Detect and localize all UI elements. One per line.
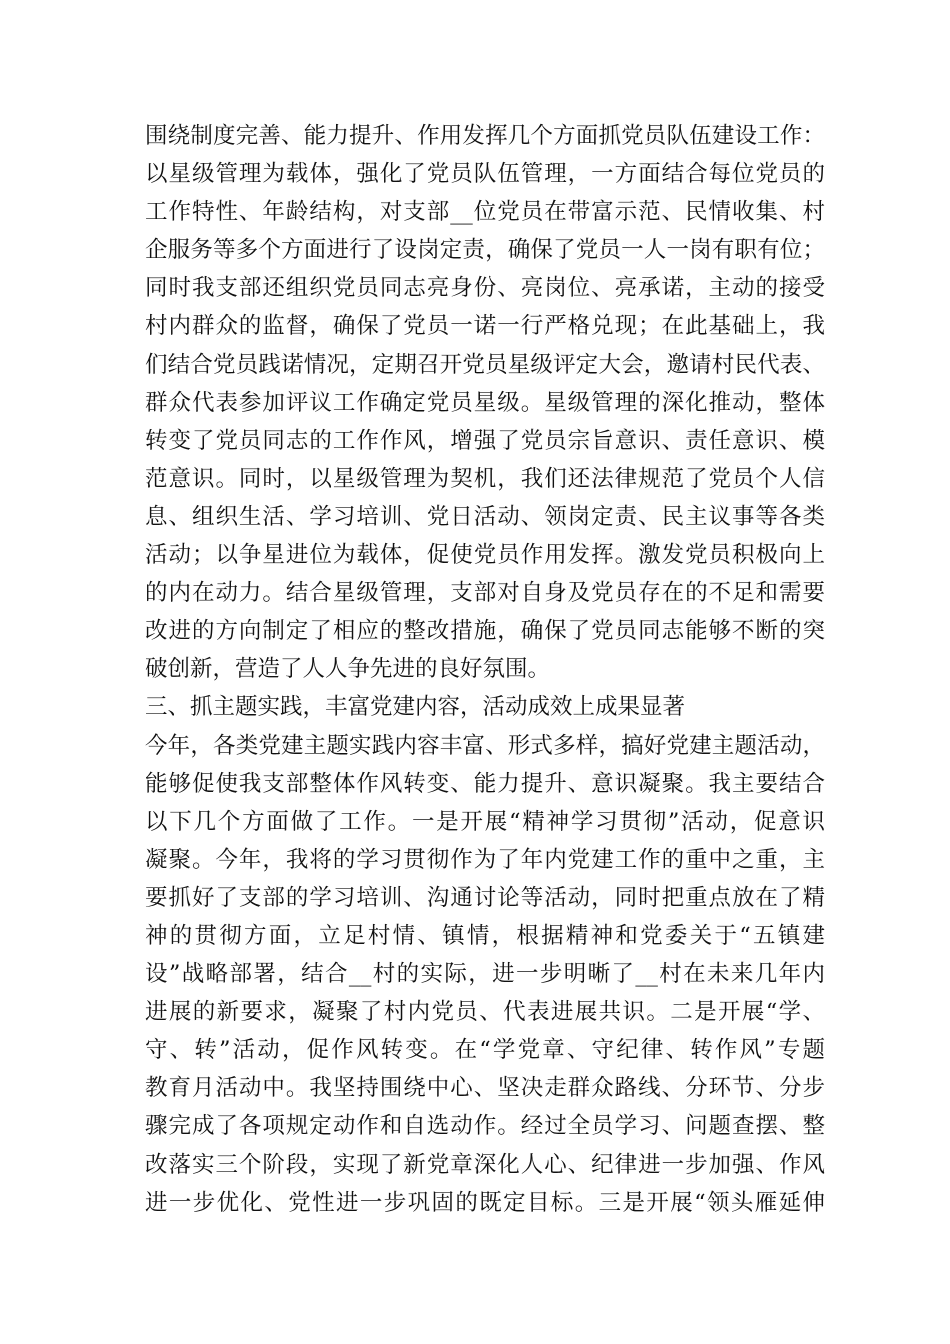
paragraph-star-management — [145, 117, 825, 688]
text-line: 改落实三个阶段，实现了新党章深化人心、纪律进一步加强、作风 — [145, 1151, 825, 1178]
text-line: 群众代表参加评议工作确定党员星级。星级管理的深化推动，整体 — [145, 389, 825, 416]
text-line: 围绕制度完善、能力提升、作用发挥几个方面抓党员队伍建设工作： — [145, 123, 825, 149]
text-line: 设”战略部署，结合__村的实际，进一步明晰了__村在未来几年内 — [145, 961, 825, 988]
text-line: 活动；以争星进位为载体，促使党员作用发挥。激发党员积极向上 — [145, 542, 825, 569]
text-line: 工作特性、年龄结构，对支部__位党员在带富示范、民情收集、村 — [145, 199, 825, 226]
text-line: 以下几个方面做了工作。一是开展“精神学习贯彻”活动，促意识 — [145, 808, 825, 835]
text-line: 进展的新要求，凝聚了村内党员、代表进展共识。二是开展“学、 — [145, 999, 825, 1026]
text-line: 神的贯彻方面，立足村情、镇情，根据精神和党委关于“五镇建 — [145, 922, 825, 949]
text-line: 以星级管理为载体，强化了党员队伍管理，一方面结合每位党员的 — [145, 161, 825, 188]
document-body — [145, 117, 825, 1222]
text-line: 进一步优化、党性进一步巩固的既定目标。三是开展“领头雁延伸 — [145, 1189, 825, 1216]
text-line: 的内在动力。结合星级管理，支部对自身及党员存在的不足和需要 — [145, 580, 825, 607]
section-heading-three: 三、抓主题实践，丰富党建内容，活动成效上成果显著 — [145, 694, 686, 721]
text-line: 要抓好了支部的学习培训、沟通讨论等活动，同时把重点放在了精 — [145, 884, 825, 911]
text-line: 转变了党员同志的工作作风，增强了党员宗旨意识、责任意识、模 — [145, 427, 825, 454]
text-line: 范意识。同时，以星级管理为契机，我们还法律规范了党员个人信 — [145, 465, 825, 492]
text-line: 们结合党员践诺情况，定期召开党员星级评定大会，邀请村民代表、 — [145, 351, 825, 378]
text-line: 凝聚。今年，我将的学习贯彻作为了年内党建工作的重中之重，主 — [145, 846, 825, 873]
text-line: 息、组织生活、学习培训、党日活动、领岗定责、民主议事等各类 — [145, 503, 825, 530]
text-line: 同时我支部还组织党员同志亮身份、亮岗位、亮承诺，主动的接受 — [145, 275, 825, 302]
text-line: 能够促使我支部整体作风转变、能力提升、意识凝聚。我主要结合 — [145, 770, 825, 797]
text-line: 破创新，营造了人人争先进的良好氛围。 — [145, 656, 551, 683]
text-line: 教育月活动中。我坚持围绕中心、坚决走群众路线、分环节、分步 — [145, 1075, 825, 1102]
paragraph-theme-practice — [145, 727, 825, 1222]
text-line: 今年，各类党建主题实践内容丰富、形式多样，搞好党建主题活动， — [145, 732, 825, 759]
text-line: 骤完成了各项规定动作和自选动作。经过全员学习、问题查摆、整 — [145, 1113, 825, 1140]
text-line: 村内群众的监督，确保了党员一诺一行严格兑现；在此基础上，我 — [145, 313, 825, 340]
text-line: 改进的方向制定了相应的整改措施，确保了党员同志能够不断的突 — [145, 618, 825, 645]
text-line: 企服务等多个方面进行了设岗定责，确保了党员一人一岗有职有位； — [145, 237, 825, 264]
text-line: 守、转”活动，促作风转变。在“学党章、守纪律、转作风”专题 — [145, 1037, 825, 1064]
